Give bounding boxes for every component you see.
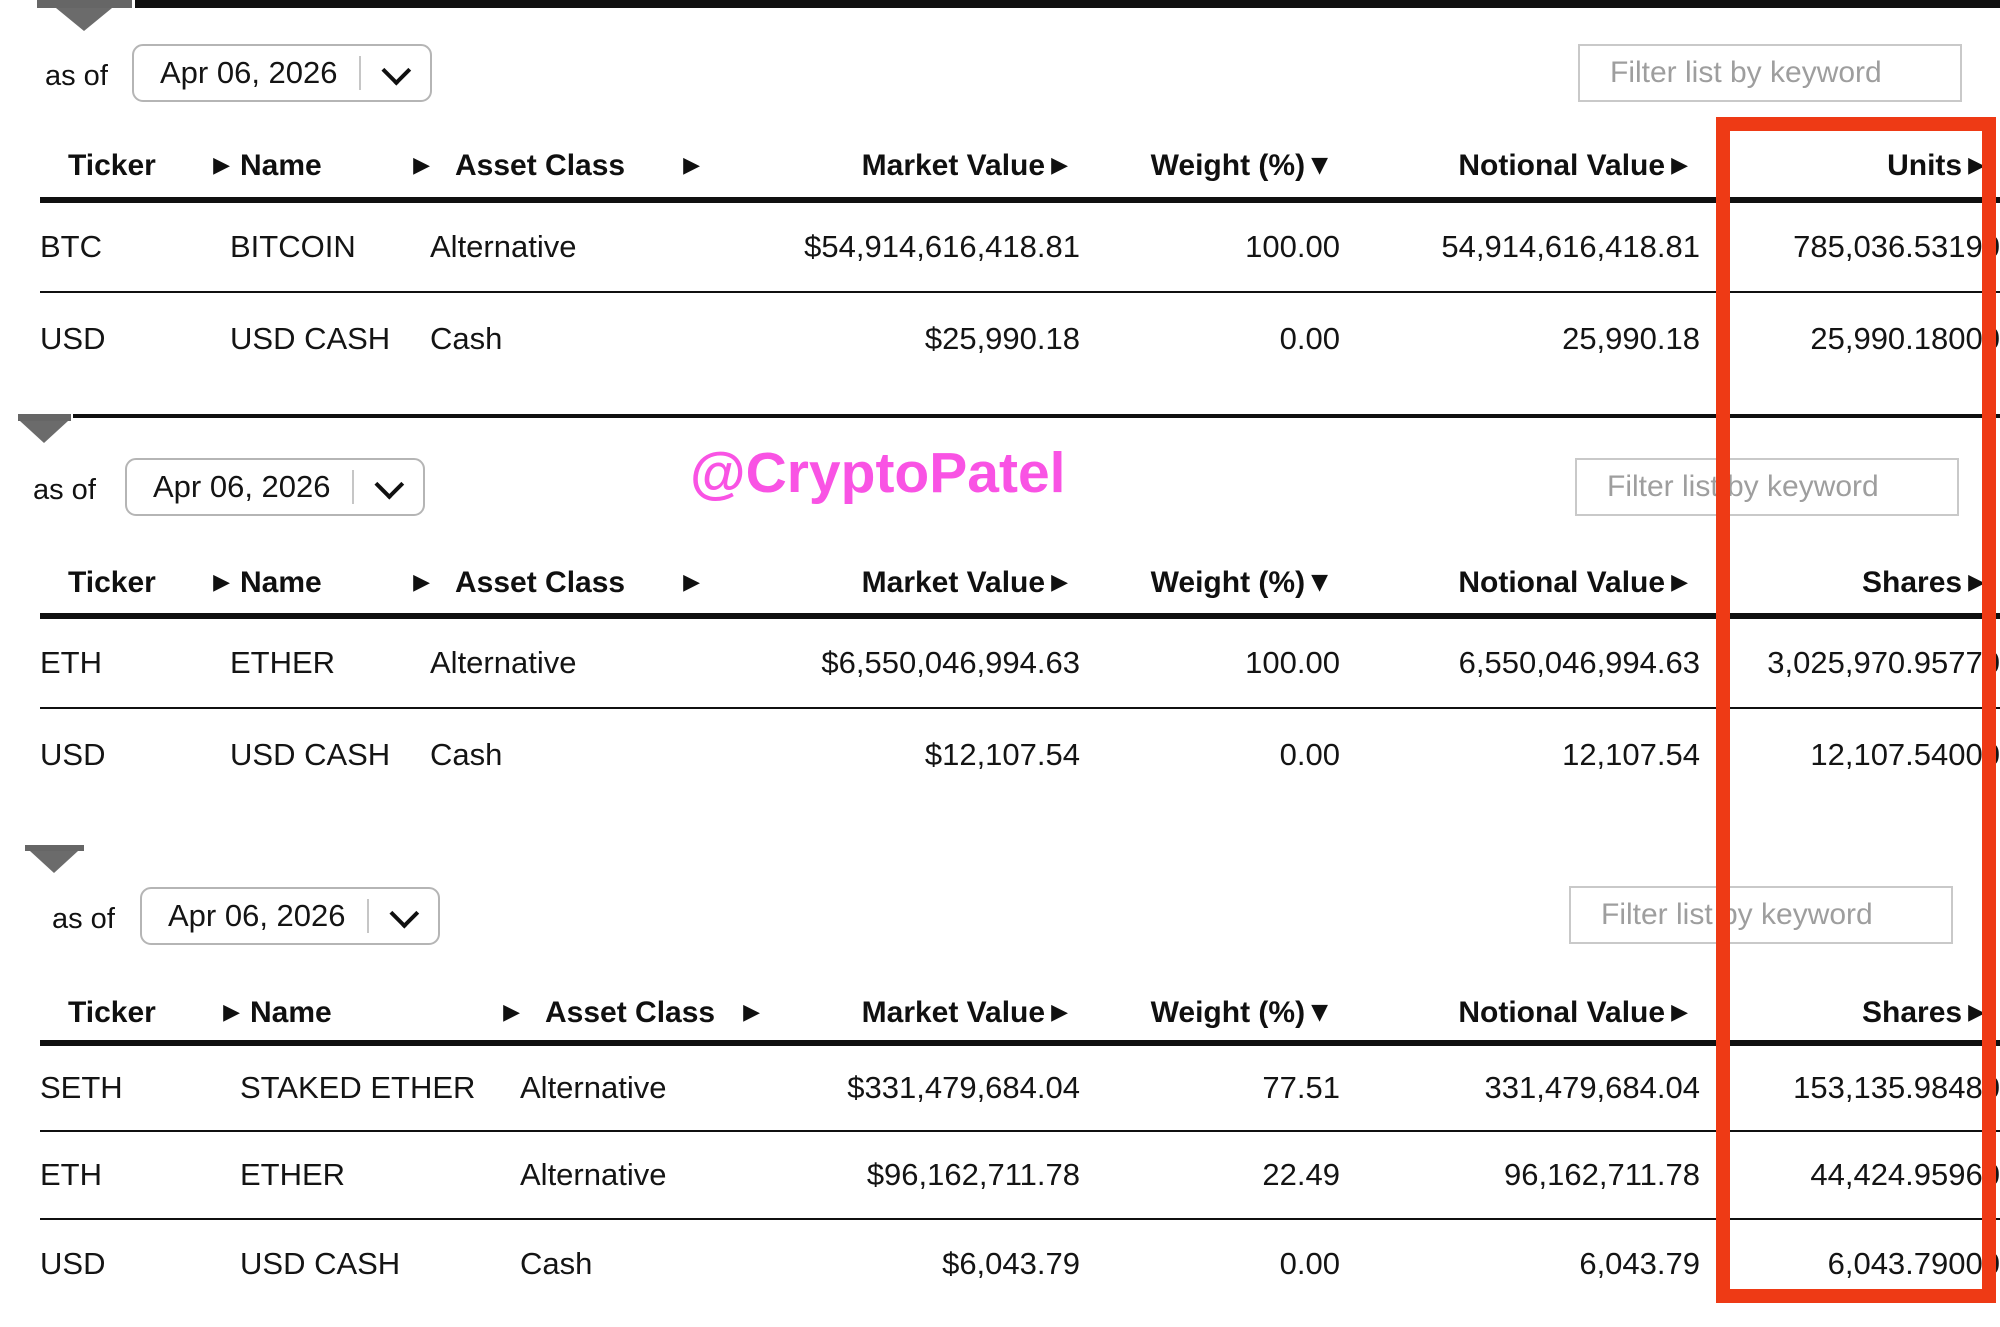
section3-collapse-triangle-icon[interactable]	[30, 851, 78, 873]
cell-ticker: USD	[40, 736, 106, 772]
cell-name: USD CASH	[230, 320, 391, 356]
col-header-notional-value[interactable]: Notional Value ▶	[1340, 553, 1700, 616]
cell-asset-class: Alternative	[430, 229, 577, 264]
cell-asset-class: Alternative	[430, 645, 577, 680]
table-header-row	[40, 553, 2000, 616]
holdings-table-2	[40, 553, 2000, 800]
watermark-text: @CryptoPatel	[690, 441, 1066, 505]
cell-asset-class: Cash	[430, 320, 503, 356]
sort-right-icon[interactable]: ▶	[1051, 153, 1068, 178]
cell-notional-value: 6,043.79	[1579, 1245, 1700, 1281]
cell-market-value: $96,162,711.78	[866, 1157, 1080, 1192]
section2-collapse-triangle-icon[interactable]	[20, 421, 68, 443]
cell-shares: 153,135.98480	[1793, 1070, 2000, 1105]
table-row	[40, 708, 2000, 800]
col-header-asset-class[interactable]: Asset Class ▶	[430, 553, 700, 616]
table-header-row	[40, 135, 2000, 200]
sort-down-icon[interactable]: ▼	[1311, 999, 1328, 1025]
date-value-3: Apr 06, 2026	[168, 898, 346, 933]
cell-shares: 44,424.95960	[1810, 1157, 2000, 1192]
cell-notional-value: 6,550,046,994.63	[1458, 645, 1700, 680]
sort-right-icon[interactable]: ▶	[683, 570, 700, 595]
cell-shares: 6,043.79000	[1827, 1245, 2000, 1281]
cell-units: 25,990.18000	[1810, 320, 2000, 356]
cell-ticker: SETH	[40, 1070, 123, 1105]
sort-right-icon[interactable]: ▶	[213, 570, 230, 595]
cell-units: 785,036.53190	[1793, 229, 2000, 264]
cell-market-value: $12,107.54	[924, 736, 1080, 772]
col-header-asset-class[interactable]: Asset Class ▶	[430, 135, 700, 200]
col-header-notional-value[interactable]: Notional Value ▶	[1340, 985, 1700, 1043]
cell-weight: 22.49	[1262, 1157, 1340, 1192]
col-header-market-value[interactable]: Market Value ▶	[700, 135, 1080, 200]
table-row	[40, 200, 2000, 292]
section1-collapse-bar	[37, 0, 132, 8]
section1-collapse-triangle-icon[interactable]	[56, 8, 112, 31]
as-of-label-2: as of	[33, 474, 96, 506]
col-header-ticker[interactable]: Ticker ▶	[40, 135, 230, 200]
cell-shares: 3,025,970.95770	[1767, 645, 2000, 680]
holdings-table-3	[40, 985, 2000, 1307]
table-row	[40, 1043, 2000, 1131]
cell-market-value: $25,990.18	[924, 320, 1080, 356]
cell-ticker: BTC	[40, 229, 102, 264]
chevron-down-icon	[374, 469, 404, 499]
cell-weight: 0.00	[1279, 320, 1340, 356]
sort-right-icon[interactable]: ▶	[1968, 999, 1985, 1025]
section2-collapse-bar	[18, 414, 71, 421]
cell-name: USD CASH	[240, 1245, 401, 1281]
col-header-name[interactable]: Name ▶	[230, 553, 430, 616]
cell-notional-value: 54,914,616,418.81	[1441, 229, 1700, 264]
cell-ticker: ETH	[40, 1157, 102, 1192]
sort-right-icon[interactable]: ▶	[1051, 570, 1068, 595]
sort-right-icon[interactable]: ▶	[1051, 999, 1068, 1025]
cell-weight: 77.51	[1262, 1070, 1340, 1105]
date-divider-1	[359, 56, 361, 90]
sort-right-icon[interactable]: ▶	[413, 570, 430, 595]
cell-weight: 100.00	[1245, 645, 1340, 680]
sort-right-icon[interactable]: ▶	[413, 153, 430, 178]
date-dropdown-3[interactable]	[140, 887, 440, 945]
sort-right-icon[interactable]: ▶	[503, 999, 520, 1025]
date-divider-2	[352, 470, 354, 504]
table-row	[40, 1131, 2000, 1219]
filter-input-3[interactable]	[1569, 886, 1953, 944]
cell-weight: 100.00	[1245, 229, 1340, 264]
cell-notional-value: 96,162,711.78	[1504, 1157, 1700, 1192]
table-header-row	[40, 985, 2000, 1043]
cell-market-value: $54,914,616,418.81	[804, 229, 1080, 264]
sort-right-icon[interactable]: ▶	[1671, 570, 1688, 595]
col-header-ticker[interactable]: Ticker ▶	[40, 553, 230, 616]
cell-ticker: ETH	[40, 645, 102, 680]
sort-right-icon[interactable]: ▶	[213, 153, 230, 178]
cell-name: ETHER	[240, 1157, 346, 1192]
col-header-weight[interactable]: Weight (%) ▼	[1080, 985, 1340, 1043]
sort-down-icon[interactable]: ▼	[1311, 570, 1328, 595]
date-value-1: Apr 06, 2026	[160, 55, 338, 90]
sort-right-icon[interactable]: ▶	[683, 153, 700, 178]
sort-right-icon[interactable]: ▶	[1968, 570, 1985, 595]
sort-right-icon[interactable]: ▶	[1671, 153, 1688, 178]
col-header-weight[interactable]: Weight (%) ▼	[1080, 553, 1340, 616]
holdings-table-1	[40, 135, 2000, 384]
cell-market-value: $6,550,046,994.63	[821, 645, 1080, 680]
cell-market-value: $6,043.79	[942, 1245, 1080, 1281]
cell-shares: 12,107.54000	[1810, 736, 2000, 772]
col-header-weight[interactable]: Weight (%) ▼	[1080, 135, 1340, 200]
cell-weight: 0.00	[1279, 1245, 1340, 1281]
col-header-market-value[interactable]: Market Value ▶	[760, 985, 1080, 1043]
date-divider-3	[367, 899, 369, 933]
table-row	[40, 616, 2000, 708]
col-header-market-value[interactable]: Market Value ▶	[700, 553, 1080, 616]
cell-asset-class: Alternative	[520, 1070, 667, 1105]
cell-name: ETHER	[230, 645, 336, 680]
section1-top-divider	[135, 0, 2000, 8]
col-header-units[interactable]: Units ▶	[1700, 135, 2000, 200]
sort-down-icon[interactable]: ▼	[1311, 153, 1328, 178]
date-value-2: Apr 06, 2026	[153, 469, 331, 504]
cell-notional-value: 331,479,684.04	[1484, 1070, 1700, 1105]
col-header-ticker[interactable]: Ticker ▶	[40, 985, 240, 1043]
cell-ticker: USD	[40, 1245, 106, 1281]
date-dropdown-2[interactable]	[125, 458, 425, 516]
chevron-down-icon	[389, 898, 419, 928]
col-header-name[interactable]: Name ▶	[230, 135, 430, 200]
filter-input-1[interactable]	[1578, 44, 1962, 102]
col-header-notional-value[interactable]: Notional Value ▶	[1340, 135, 1700, 200]
table-row	[40, 292, 2000, 384]
cell-ticker: USD	[40, 320, 106, 356]
cell-notional-value: 25,990.18	[1562, 320, 1700, 356]
cell-name: BITCOIN	[230, 229, 356, 264]
section2-top-divider	[73, 414, 2000, 418]
col-header-asset-class[interactable]: Asset Class ▶	[520, 985, 760, 1043]
col-header-shares[interactable]: Shares ▶	[1700, 985, 2000, 1043]
chevron-down-icon	[381, 55, 411, 85]
sort-right-icon[interactable]: ▶	[1671, 999, 1688, 1025]
date-dropdown-1[interactable]	[132, 44, 432, 102]
cell-asset-class: Cash	[430, 736, 503, 772]
cell-name: USD CASH	[230, 736, 391, 772]
table-row	[40, 1219, 2000, 1307]
as-of-label-3: as of	[52, 903, 115, 935]
cell-market-value: $331,479,684.04	[847, 1070, 1080, 1105]
cell-weight: 0.00	[1279, 736, 1340, 772]
sort-right-icon[interactable]: ▶	[1968, 153, 1985, 178]
as-of-label-1: as of	[45, 60, 108, 92]
col-header-shares[interactable]: Shares ▶	[1700, 553, 2000, 616]
cell-name: STAKED ETHER	[240, 1070, 476, 1105]
cell-asset-class: Cash	[520, 1245, 593, 1281]
filter-input-2[interactable]	[1575, 458, 1959, 516]
cell-asset-class: Alternative	[520, 1157, 667, 1192]
cell-notional-value: 12,107.54	[1562, 736, 1700, 772]
sort-right-icon[interactable]: ▶	[223, 999, 240, 1025]
col-header-name[interactable]: Name ▶	[240, 985, 520, 1043]
sort-right-icon[interactable]: ▶	[743, 999, 760, 1025]
